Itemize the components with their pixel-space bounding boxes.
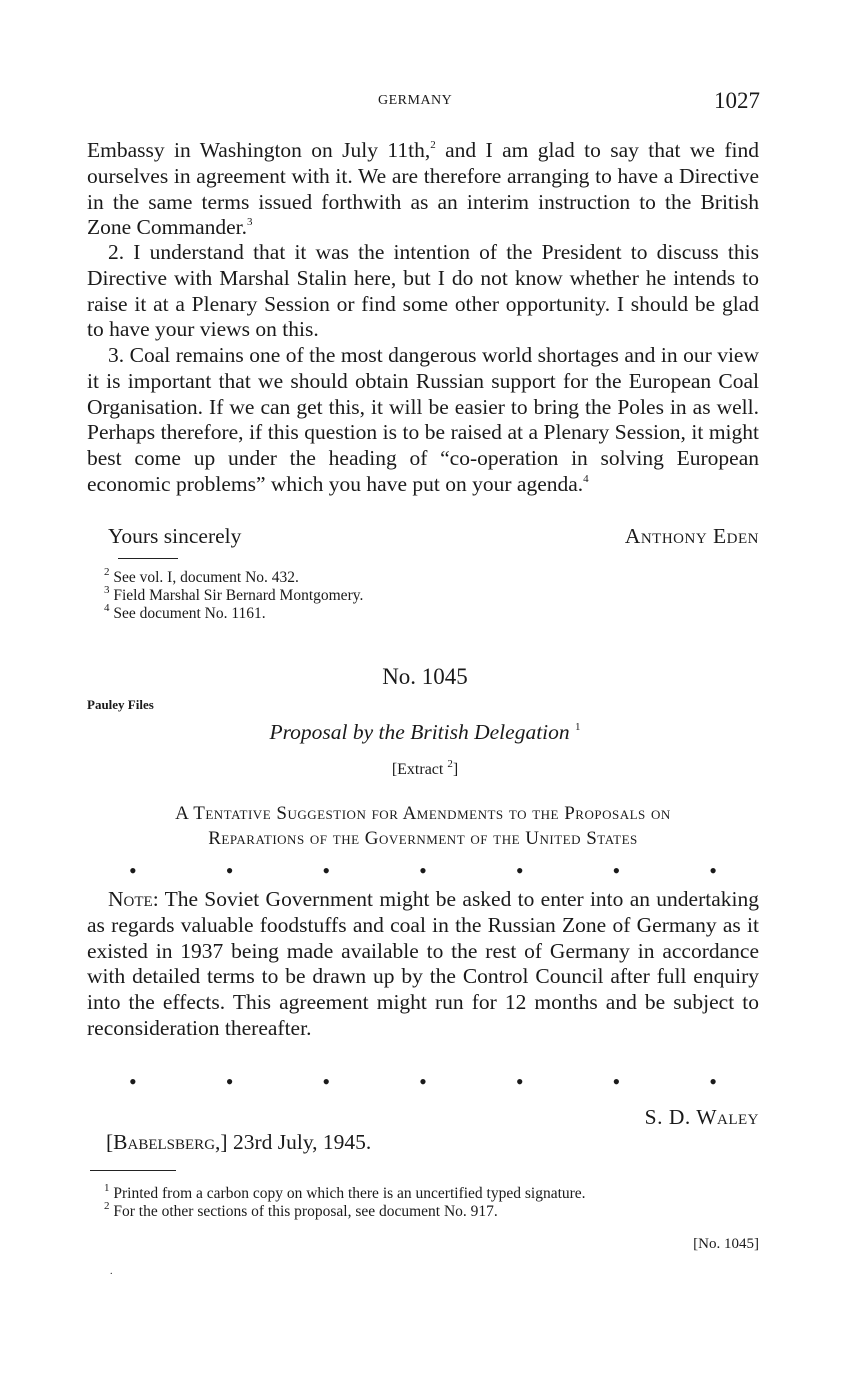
footnote-top-3: $^3$ Field Marshal Sir Bernard Montgomery. — [104, 583, 364, 604]
letter-paragraph-2: 2. I understand that it was the intention of the President to discuss this Directive with Marshal Stalin here, but I do not know whether he intends to raise it at a Plenary Session or find some other opportunity. I should be glad to have your views on this. — [87, 240, 759, 342]
ellipsis-dot: • — [129, 1069, 137, 1094]
running-head: GERMANY — [378, 93, 453, 108]
footnote-top-2: $^2$ See vol. I, document No. 432. — [104, 565, 299, 586]
stray-mark: . — [110, 1266, 113, 1277]
catchword: [No. 1045] — [693, 1236, 759, 1252]
ellipsis-dot: • — [709, 858, 717, 883]
note-label: Note — [108, 887, 153, 911]
letter-paragraph-3: 3. Coal remains one of the most dangerous world shortages and in our view it is important that we should obtain Russian support for the European Coal Organisation. If we can get this, it will be easier to bring the Poles in as well. Perhaps therefore, if this question is to be raised at a Plenary Session, it might best come up under the heading of “co-operation in solving European economic problems” which you have put on your agenda.$^4$ — [87, 343, 759, 496]
footnote-bottom-2: $^2$ For the other sections of this proposal, see document No. 917. — [104, 1199, 498, 1220]
ellipsis-dot: • — [612, 1069, 621, 1094]
ellipsis-dot: • — [709, 1069, 717, 1094]
footnote-rule-top — [118, 558, 178, 559]
ellipsis-dot: • — [515, 1069, 524, 1094]
ellipsis-dot: • — [419, 1069, 427, 1094]
footnote-bottom-1: $^1$ Printed from a carbon copy on which there is an uncertified typed signature. — [104, 1181, 586, 1202]
footnote-rule-bottom — [90, 1170, 176, 1171]
section-heading-line-2: Reparations of the Government of the United States — [208, 828, 638, 849]
footnote-top-4: $^4$ See document No. 1161. — [104, 601, 266, 622]
note-paragraph: Note: The Soviet Government might be asked to enter into an undertaking as regards valuable foodstuffs and coal in the Russian Zone of Germany as it existed in 1937 being made available to the rest of Germany in accordance with detailed terms to be drawn up by the Control Council after full enquiry into the effects. This agreement might run for 12 months and be subject to reconsideration thereafter. — [87, 887, 759, 1040]
ellipsis-dot: • — [225, 858, 234, 883]
ellipsis-dot: • — [612, 858, 621, 883]
letter-signature: Anthony Eden — [624, 524, 759, 548]
ellipsis-dot: • — [322, 1069, 331, 1094]
section-heading — [87, 801, 759, 851]
document-source: Pauley Files — [87, 697, 154, 712]
ellipsis-dot: • — [225, 1069, 234, 1094]
ellipsis-dot: • — [129, 858, 137, 883]
letter-paragraph-1: Embassy in Washington on July 11th,$^2$ and I am glad to say that we find ourselves in agreement with it. We are therefore arranging to have a Directive in the same terms issued forthwith as an interim instruction to the British Zone Commander.$^3$ — [87, 138, 759, 240]
ellipsis-row-1 — [87, 858, 759, 884]
ellipsis-dot: • — [515, 858, 524, 883]
page-number: 1027 — [714, 88, 760, 113]
document-title: Proposal by the British Delegation $^1$ — [269, 720, 581, 744]
ellipsis-dot: • — [419, 858, 427, 883]
place-name: Babelsberg, — [113, 1130, 221, 1154]
extract-label: [Extract $^2$] — [391, 757, 459, 778]
ellipsis-dot: • — [322, 858, 331, 883]
place-date-line: [Babelsberg,] 23rd July, 1945. — [106, 1130, 372, 1154]
letter-closing: Yours sincerely — [108, 524, 242, 548]
section-heading-line-1: A Tentative Suggestion for Amendments to the Proposals on — [175, 803, 671, 824]
ellipsis-row-2 — [87, 1069, 759, 1095]
document-number: No. 1045 — [382, 664, 468, 689]
document-signature: S. D. Waley — [644, 1105, 759, 1129]
